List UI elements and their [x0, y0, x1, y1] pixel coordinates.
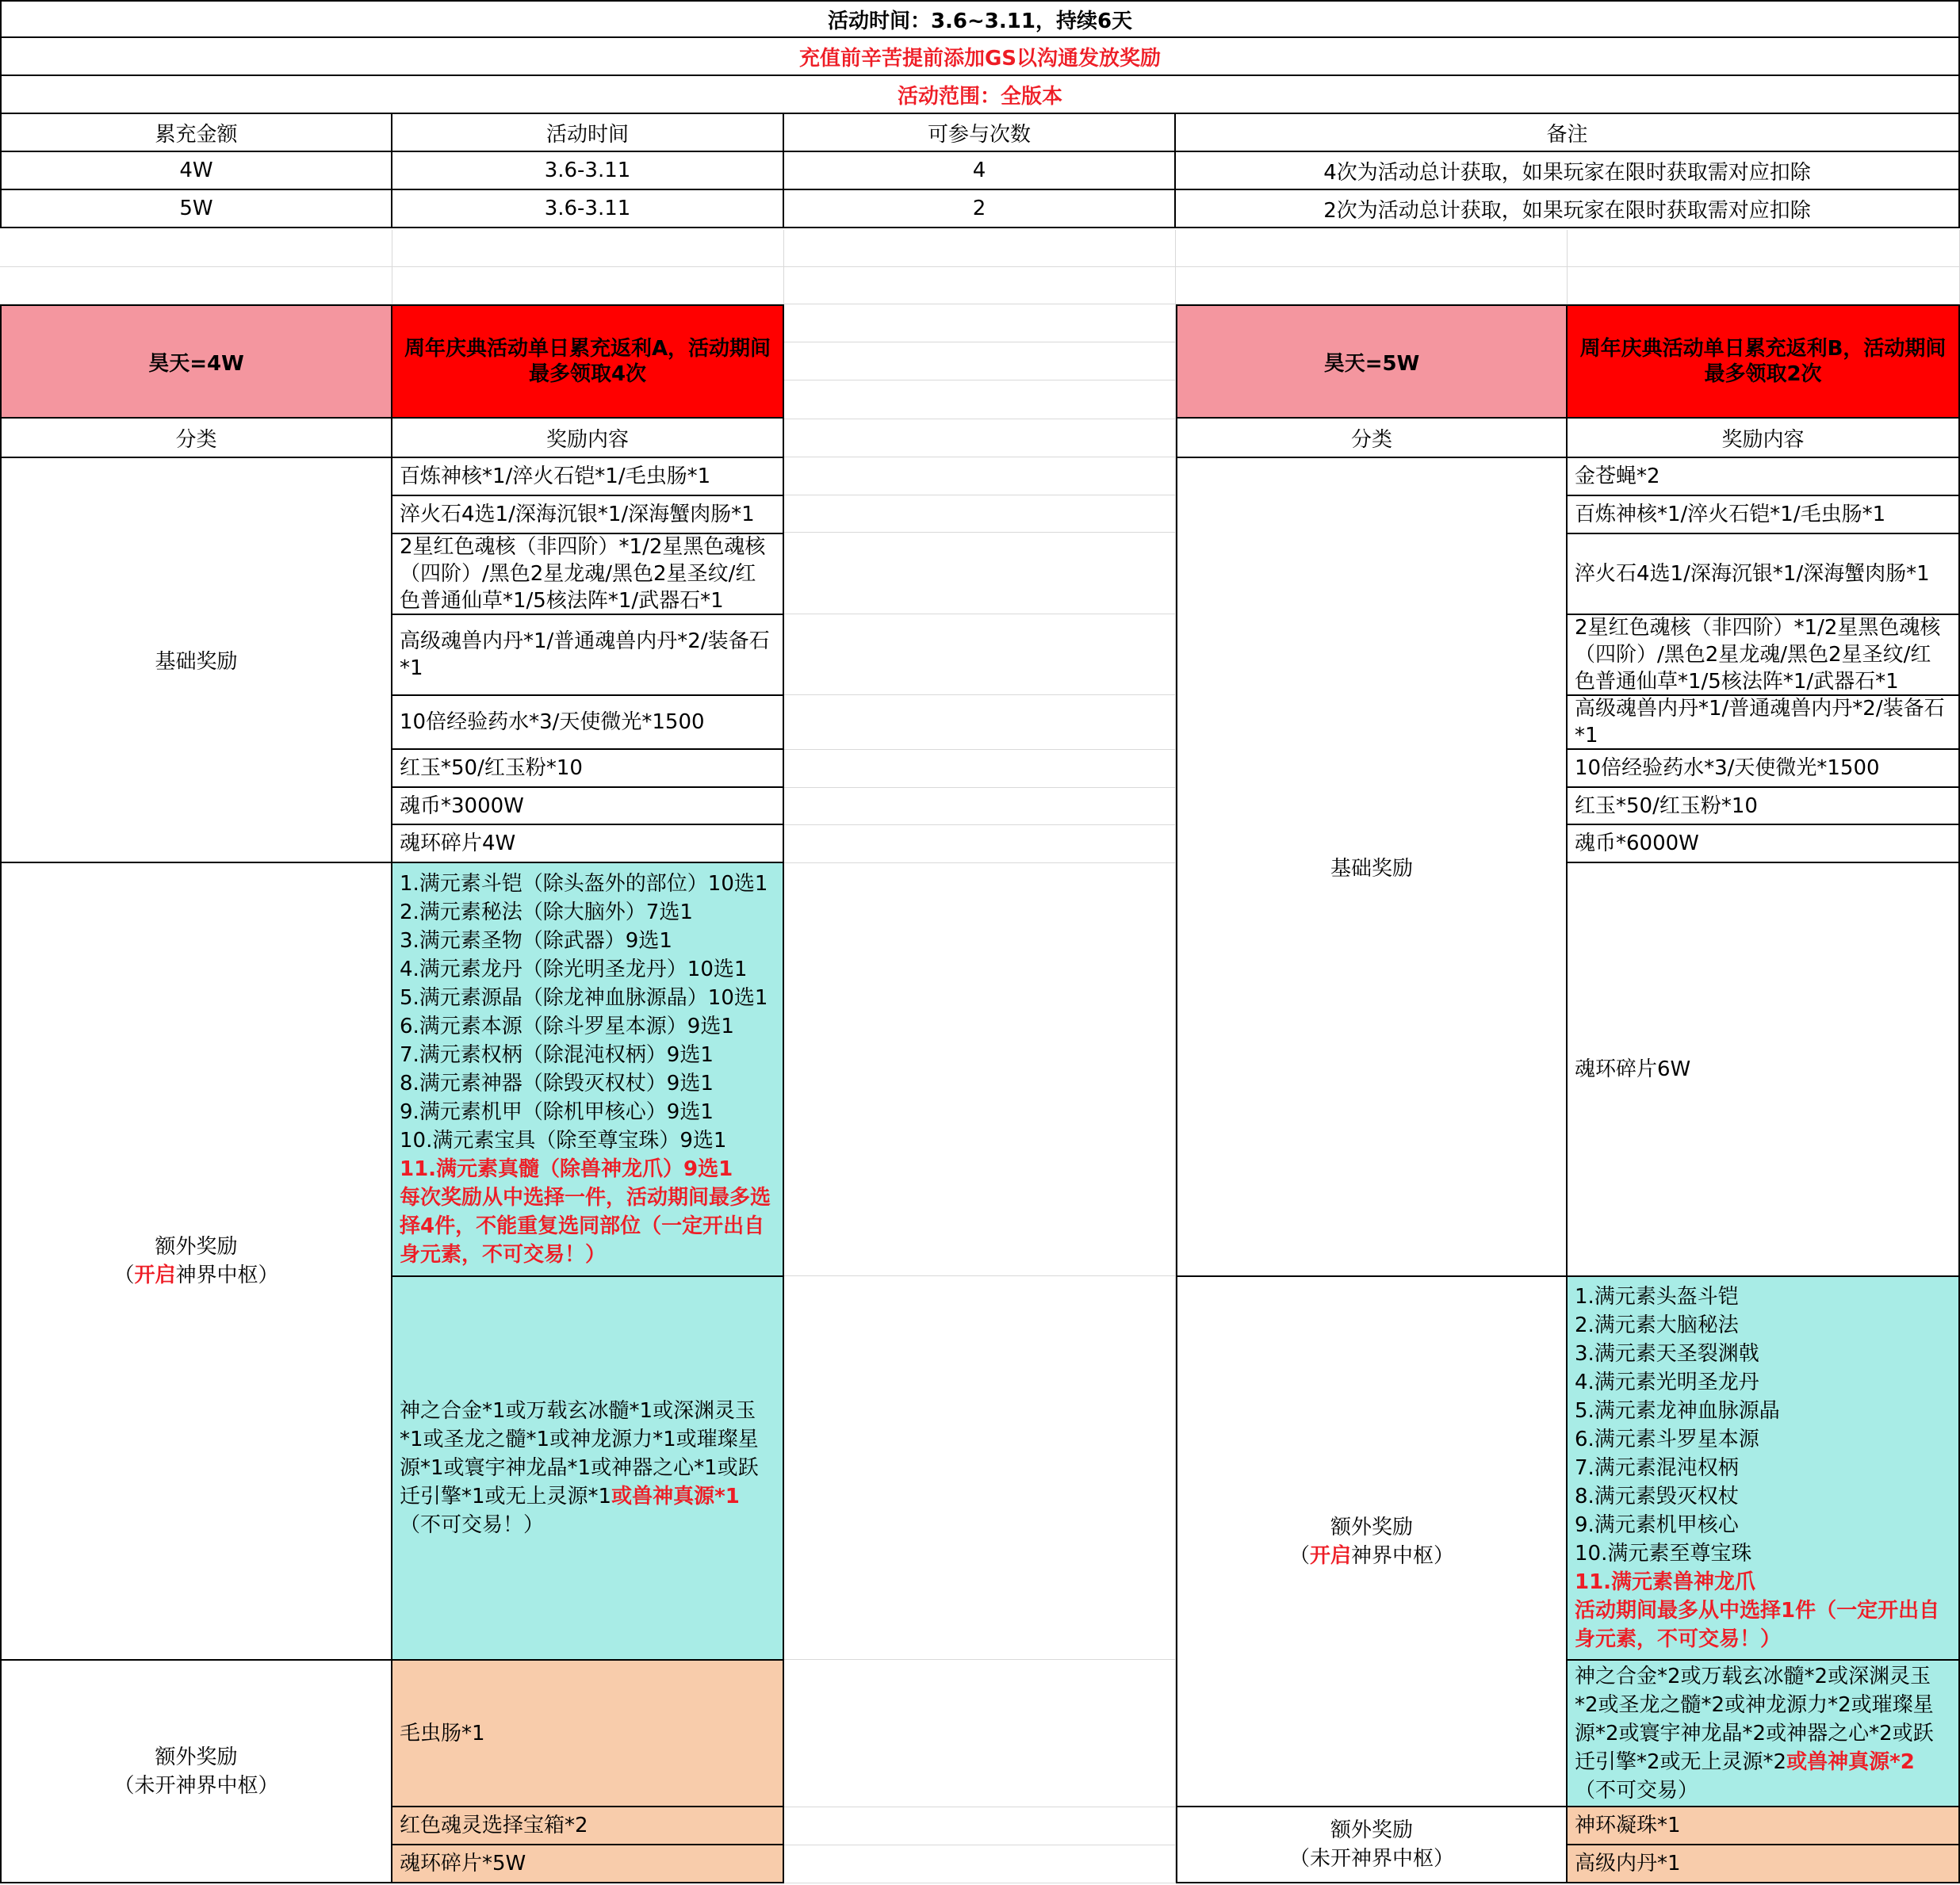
cell-text: 4: [972, 159, 986, 182]
table-row-cell: [0, 152, 392, 190]
empty-cell: [784, 230, 1176, 267]
col-header-note: [1176, 114, 1960, 152]
alt-text: 神之合金*2或万载玄冰髓*2或深渊灵玉*2或圣龙之髓*2或神龙源力*2或璀璨星源*2或寰宇神龙晶*2或神器之心*2或跃迁引擎*2或无上灵源*2: [1575, 1664, 1934, 1774]
list-item-text: 金苍蝇*2: [1575, 465, 1660, 488]
col-header-count: [784, 114, 1176, 152]
empty-cell: [784, 533, 1176, 614]
table-a-tier: [0, 304, 392, 419]
table-row-cell: [392, 152, 784, 190]
list-item-text: 百炼神核*1/淬火石铠*1/毛虫肠*1: [400, 465, 711, 488]
empty-cell: [784, 419, 1176, 457]
list-item-text: 魂币*6000W: [1575, 832, 1699, 855]
cell-text: 3.6-3.11: [544, 159, 631, 182]
list-item: [392, 696, 784, 750]
table-row-cell: [392, 190, 784, 228]
list-item-text: 10倍经验药水*3/天使微光*1500: [400, 710, 705, 734]
list-item: [1568, 788, 1960, 825]
empty-cell: [784, 495, 1176, 533]
extra-closed-label-text: 额外奖励: [155, 1745, 238, 1769]
table-b-tier-text: 昊天=5W: [1323, 351, 1420, 376]
list-item-text: 高级内丹*1: [1575, 1852, 1681, 1875]
table-a-col-category: [0, 419, 392, 458]
list-item-text: 魂环碎片4W: [400, 832, 516, 855]
list-item: [392, 615, 784, 696]
list-item-text: 淬火石4选1/深海沉银*1/深海蟹肉肠*1: [1575, 562, 1930, 586]
col-header-time: [392, 114, 784, 152]
table-a-title-text: 周年庆典活动单日累充返利A，活动期间最多领取4次: [404, 337, 771, 386]
col-category-text: 分类: [1350, 427, 1392, 452]
list-item: [392, 458, 784, 496]
extra-list-text: 1.满元素斗铠（除头盔外的部位）10选1 2.满元素秘法（除大脑外）7选1 3.满元素圣物（除武器）9选1 4.满元素龙丹（除光明圣龙丹）10选1 5.满元素源晶（除龙神血脉源晶）10选1 6.满元素本源（除斗罗星本源）9选1 7.满元素权柄（除混沌权柄）9选1 8.满元素神器（除毁灭权杖）9选1 9.满元素机甲（除机甲核心）9选1 10.满元素宝具（除至尊宝珠）9选1: [400, 872, 768, 1153]
empty-cell: [784, 1845, 1176, 1883]
alt-text-block: [400, 1397, 775, 1511]
empty-cell: [1176, 230, 1568, 267]
table-row-cell: [1176, 152, 1960, 190]
list-item: [1568, 615, 1960, 696]
table-a-basic-label: [0, 458, 392, 863]
activity-time-header: [0, 0, 1960, 38]
empty-cell: [784, 1276, 1176, 1660]
extra-open-label-text: 额外奖励: [155, 1235, 238, 1259]
col-header-count-text: 可参与次数: [927, 122, 1031, 147]
list-item-text: 高级魂兽内丹*1/普通魂兽内丹*2/装备石*1: [400, 629, 770, 680]
empty-cell: [784, 788, 1176, 825]
table-b-title-text: 周年庆典活动单日累充返利B，活动期间最多领取2次: [1579, 337, 1947, 386]
list-item-text: 魂环碎片*5W: [400, 1852, 526, 1875]
list-item-text: 百炼神核*1/淬火石铠*1/毛虫肠*1: [1575, 503, 1886, 526]
open-rest-text: 神界中枢）: [175, 1264, 279, 1287]
open-rest-text: 神界中枢）: [1351, 1543, 1455, 1568]
empty-cell: [0, 267, 392, 304]
extra-open-label-text: 额外奖励: [1330, 1515, 1413, 1539]
open-word-text: 开启: [134, 1264, 176, 1287]
empty-cell: [784, 863, 1176, 1276]
list-item: [1568, 1807, 1960, 1845]
table-a-extra-open-label: [0, 863, 392, 1661]
activity-time-text: 活动时间：3.6~3.11，持续6天: [827, 9, 1133, 33]
list-item: [392, 1661, 784, 1807]
list-item: [392, 750, 784, 788]
table-b-basic-label: [1176, 458, 1568, 1277]
cell-text: 2次为活动总计获取，如果玩家在限时获取需对应扣除: [1323, 198, 1811, 223]
col-header-note-text: 备注: [1546, 122, 1588, 147]
empty-cell: [784, 380, 1176, 419]
col-header-time-text: 活动时间: [546, 122, 629, 147]
table-b-extra-open-label: [1176, 1277, 1568, 1807]
extra-closed-label-text: 额外奖励: [1330, 1818, 1413, 1842]
empty-cell: [1568, 230, 1960, 267]
list-item-text: 10倍经验药水*3/天使微光*1500: [1575, 756, 1880, 780]
cell-text: 3.6-3.11: [544, 197, 631, 220]
list-item-text: 魂环碎片6W: [1575, 1057, 1691, 1081]
col-content-text: 奖励内容: [1721, 427, 1805, 452]
table-b-extra-open-list: [1568, 1277, 1960, 1661]
col-content-text: 奖励内容: [546, 427, 629, 452]
cell-text: 2: [972, 197, 986, 220]
list-item: [1568, 863, 1960, 1277]
extra-list-red-text: 11.满元素兽神龙爪 活动期间最多从中选择1件（一定开出自身元素，不可交易！）: [1575, 1570, 1940, 1651]
basic-label-text: 基础奖励: [1330, 857, 1413, 881]
table-b-col-category: [1176, 419, 1568, 458]
empty-cell: [784, 1807, 1176, 1845]
cell-text: 5W: [179, 197, 213, 220]
gs-notice-header: [0, 38, 1960, 76]
alt-tail-text: （不可交易！）: [400, 1513, 545, 1537]
table-b-extra-closed-label: [1176, 1807, 1568, 1883]
empty-cell: [784, 695, 1176, 750]
list-item: [1568, 750, 1960, 788]
table-row-cell: [1176, 190, 1960, 228]
table-b-col-content: [1568, 419, 1960, 458]
basic-label-text: 基础奖励: [155, 650, 238, 674]
alt-tail-text: （不可交易）: [1575, 1778, 1699, 1803]
col-header-amount: [0, 114, 392, 152]
table-row-cell: [784, 190, 1176, 228]
list-item: [392, 1807, 784, 1845]
col-header-amount-text: 累充金额: [155, 122, 238, 147]
cell-text: 4次为活动总计获取，如果玩家在限时获取需对应扣除: [1323, 160, 1811, 185]
extra-list-red-text: 11.满元素真髓（除兽神龙爪）9选1 每次奖励从中选择一件，活动期间最多选择4件，不能重复选同部位（一定开出自身元素，不可交易！）: [400, 1157, 771, 1267]
list-item-text: 高级魂兽内丹*1/普通魂兽内丹*2/装备石*1: [1575, 697, 1945, 748]
open-word-text: 开启: [1309, 1543, 1351, 1568]
table-a-extra-open-alt: [392, 1277, 784, 1661]
list-item: [392, 1845, 784, 1883]
empty-cell: [784, 750, 1176, 788]
cell-text: 4W: [179, 159, 213, 182]
empty-cell: [784, 342, 1176, 380]
list-item: [1568, 825, 1960, 863]
table-a-title: [392, 304, 784, 419]
empty-cell: [784, 825, 1176, 863]
table-a-tier-text: 昊天=4W: [148, 351, 244, 376]
paren-text: （: [1288, 1543, 1310, 1568]
alt-text-block: [1575, 1662, 1951, 1776]
extra-closed-sub-text: （未开神界中枢）: [1288, 1847, 1454, 1871]
extra-list-text: 1.满元素头盔斗铠 2.满元素大脑秘法 3.满元素天圣裂渊戟 4.满元素光明圣龙丹 5.满元素龙神血脉源晶 6.满元素斗罗星本源 7.满元素混沌权柄 8.满元素毁灭权杖 9.满元素机甲核心 10.满元素至尊宝珠: [1575, 1285, 1780, 1566]
list-item-text: 红玉*50/红玉粉*10: [1575, 793, 1758, 818]
empty-cell: [784, 614, 1176, 695]
empty-cell: [784, 304, 1176, 342]
empty-cell: [1568, 267, 1960, 304]
alt-red-text: 或兽神真源*1: [611, 1485, 740, 1508]
table-a-extra-closed-label: [0, 1661, 392, 1883]
list-item: [1568, 458, 1960, 496]
list-item-text: 2星红色魂核（非四阶）*1/2星黑色魂核（四阶）/黑色2星龙魂/黑色2星圣纹/红色普通仙草*1/5核法阵*1/武器石*1: [400, 535, 766, 613]
empty-cell: [392, 267, 784, 304]
list-item-text: 红色魂灵选择宝箱*2: [400, 1814, 588, 1837]
list-item: [392, 788, 784, 825]
alt-text: 神之合金*1或万载玄冰髓*1或深渊灵玉*1或圣龙之髓*1或神龙源力*1或璀璨星源*1或寰宇神龙晶*1或神器之心*1或跃迁引擎*1或无上灵源*1: [400, 1399, 759, 1508]
gs-notice-text: 充值前辛苦提前添加GS以沟通发放奖励: [798, 46, 1162, 71]
list-item: [1568, 1845, 1960, 1883]
table-row-cell: [0, 190, 392, 228]
table-b-extra-open-alt: [1568, 1661, 1960, 1807]
activity-scope-header: [0, 76, 1960, 114]
table-b-tier: [1176, 304, 1568, 419]
list-item-text: 红玉*50/红玉粉*10: [400, 756, 583, 780]
empty-cell: [0, 230, 392, 267]
activity-scope-text: 活动范围：全版本: [897, 84, 1062, 109]
list-item: [1568, 534, 1960, 615]
table-a-col-content: [392, 419, 784, 458]
list-item-text: 毛虫肠*1: [400, 1721, 485, 1745]
extra-closed-sub-text: （未开神界中枢）: [113, 1773, 279, 1798]
table-a-extra-open-list: [392, 863, 784, 1277]
list-item: [1568, 496, 1960, 534]
list-item: [392, 496, 784, 534]
empty-cell: [784, 457, 1176, 495]
list-item-text: 神环凝珠*1: [1575, 1814, 1681, 1837]
empty-cell: [392, 230, 784, 267]
list-item-text: 2星红色魂核（非四阶）*1/2星黑色魂核（四阶）/黑色2星龙魂/黑色2星圣纹/红色普通仙草*1/5核法阵*1/武器石*1: [1575, 616, 1941, 694]
table-row-cell: [784, 152, 1176, 190]
list-item-text: 淬火石4选1/深海沉银*1/深海蟹肉肠*1: [400, 503, 755, 526]
extra-open-sub: [1289, 1542, 1454, 1570]
extra-open-sub: [113, 1261, 278, 1290]
empty-cell: [1176, 267, 1568, 304]
list-item: [1568, 696, 1960, 750]
list-item: [392, 534, 784, 615]
paren-text: （: [113, 1264, 135, 1287]
alt-red-text: 或兽神真源*2: [1786, 1749, 1915, 1774]
list-item: [392, 825, 784, 863]
table-b-title: [1568, 304, 1960, 419]
list-item-text: 魂币*3000W: [400, 793, 524, 818]
col-category-text: 分类: [175, 427, 217, 452]
empty-cell: [784, 1660, 1176, 1807]
empty-cell: [784, 267, 1176, 304]
